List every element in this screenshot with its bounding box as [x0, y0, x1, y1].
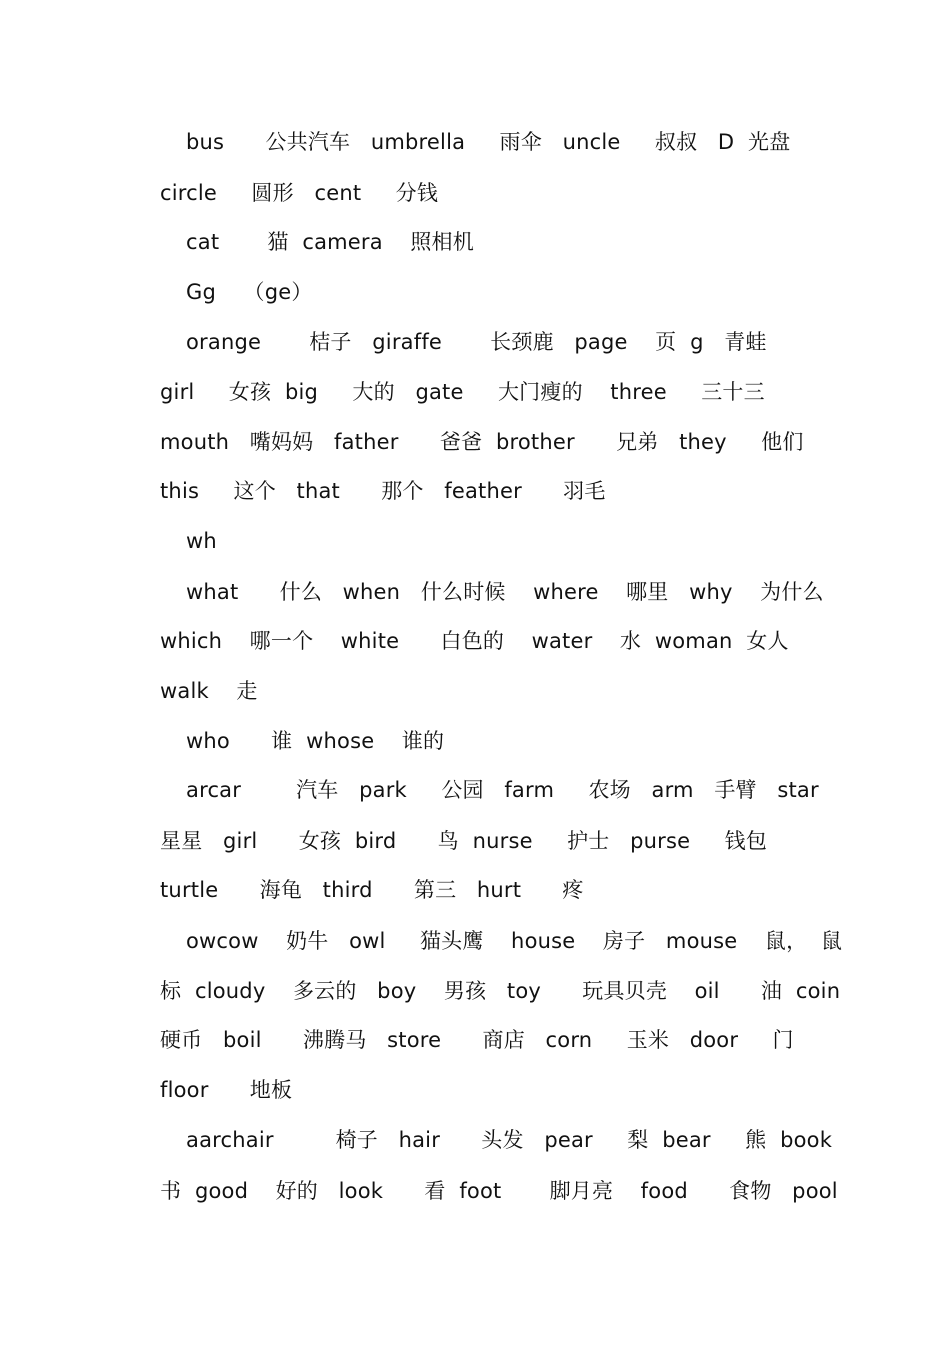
text-line: circle 圆形 cent 分钱 [160, 181, 439, 205]
text-line: 标 cloudy 多云的 boy 男孩 toy 玩具贝壳 oil 油 coin [160, 979, 841, 1003]
text-line: who 谁 whose 谁的 [186, 729, 445, 753]
text-line: bus 公共汽车 umbrella 雨伞 uncle 叔叔 D 光盘 [186, 130, 791, 154]
text-line: girl 女孩 big 大的 gate 大门瘦的 three 三十三 [160, 380, 765, 404]
text-line: floor 地板 [160, 1078, 293, 1102]
text-line: which 哪一个 white 白色的 water 水 woman 女人 [160, 629, 789, 653]
text-line: 星星 girl 女孩 bird 鸟 nurse 护士 purse 钱包 [160, 829, 768, 853]
text-line: walk 走 [160, 679, 258, 703]
text-line: wh [186, 529, 217, 553]
text-line: 硬币 boil 沸腾马 store 商店 corn 玉米 door 门 [160, 1028, 794, 1052]
text-line: owcow 奶牛 owl 猫头鹰 house 房子 mouse 鼠， 鼠 [186, 929, 843, 953]
text-line: this 这个 that 那个 feather 羽毛 [160, 479, 606, 503]
text-line: mouth 嘴妈妈 father 爸爸 brother 兄弟 they 他们 [160, 430, 804, 454]
text-line: arcar 汽车 park 公园 farm 农场 arm 手臂 star [186, 778, 819, 802]
text-line: 书 good 好的 look 看 foot 脚月亮 food 食物 pool [160, 1179, 838, 1203]
text-line: aarchair 椅子 hair 头发 pear 梨 bear 熊 book [186, 1128, 833, 1152]
text-line: Gg （ge） [186, 280, 313, 304]
text-line: orange 桔子 giraffe 长颈鹿 page 页 g 青蛙 [186, 330, 767, 354]
text-line: cat 猫 camera 照相机 [186, 230, 474, 254]
text-line: turtle 海龟 third 第三 hurt 疼 [160, 878, 584, 902]
text-line: what 什么 when 什么时候 where 哪里 why 为什么 [186, 580, 824, 604]
